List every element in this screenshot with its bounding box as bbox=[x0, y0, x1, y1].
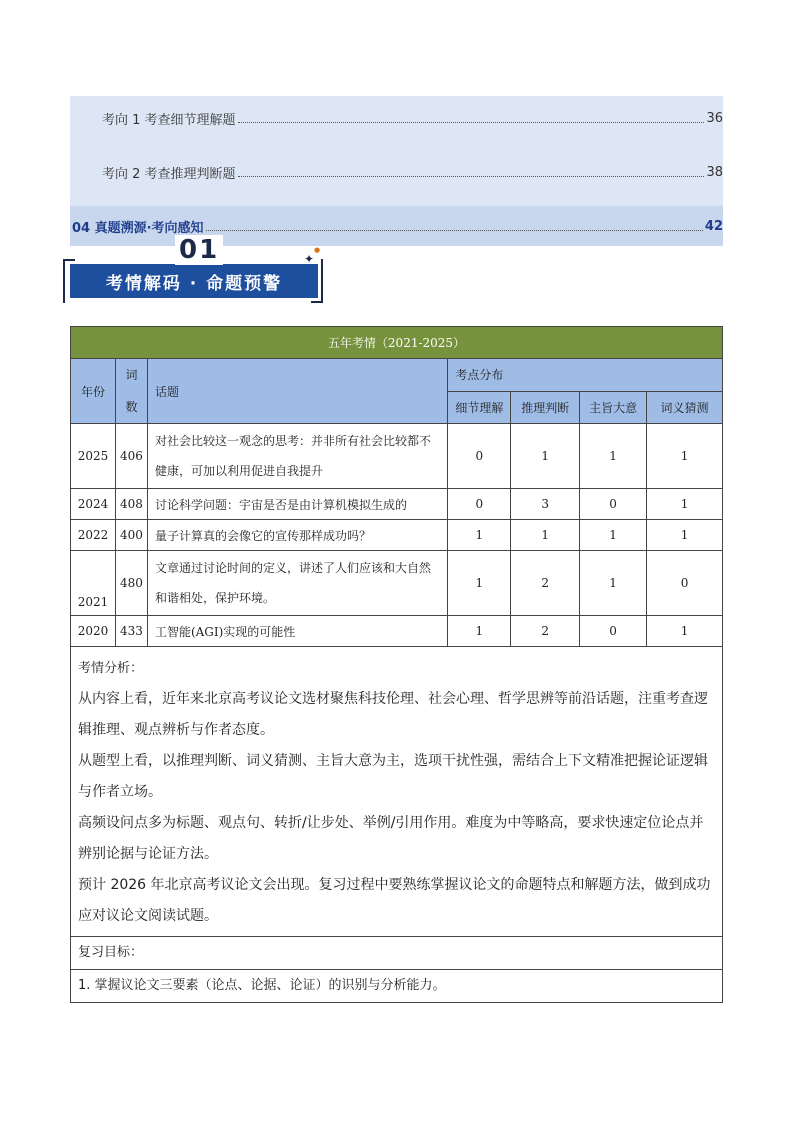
analysis-paragraph: 从内容上看，近年来北京高考议论文选材聚焦科技伦理、社会心理、哲学思辨等前沿话题，注重考查逻辑推理、观点辨析与作者态度。 bbox=[78, 691, 708, 738]
cell-inference: 2 bbox=[511, 616, 580, 647]
section-banner-number: 01 bbox=[175, 235, 223, 265]
toc-section-page: 42 bbox=[704, 218, 723, 234]
toc-leader-dots bbox=[238, 176, 705, 177]
cell-topic: 文章通过讨论时间的定义，讲述了人们应该和大自然和谐相处，保护环境。 bbox=[147, 551, 447, 616]
cell-words: 433 bbox=[115, 616, 147, 647]
section-banner-title: 考情解码 · 命题预警 bbox=[70, 264, 318, 298]
cell-topic: 工智能(AGI)实现的可能性 bbox=[147, 616, 447, 647]
cell-inference: 1 bbox=[511, 520, 580, 551]
cell-words: 480 bbox=[115, 551, 147, 616]
review-goal-item: 1. 掌握议论文三要素（论点、论据、论证）的识别与分析能力。 bbox=[71, 970, 723, 1003]
cell-year: 2025 bbox=[71, 424, 116, 489]
cell-year: 2024 bbox=[71, 489, 116, 520]
header-words-text: 词数 bbox=[125, 368, 138, 414]
toc-section-04[interactable] bbox=[70, 206, 723, 246]
cell-word-meaning: 1 bbox=[647, 489, 723, 520]
header-distribution: 考点分布 bbox=[448, 359, 723, 392]
cell-main-idea: 1 bbox=[580, 424, 647, 489]
cell-inference: 3 bbox=[511, 489, 580, 520]
table-row bbox=[71, 551, 723, 616]
analysis-paragraph: 预计 2026 年北京高考议论文会出现。复习过程中要熟练掌握议论文的命题特点和解题方法，做到成功应对议论文阅读试题。 bbox=[78, 877, 711, 924]
header-words bbox=[115, 359, 147, 424]
toc-item-page: 38 bbox=[706, 164, 723, 180]
cell-word-meaning: 1 bbox=[647, 520, 723, 551]
cell-word-meaning: 0 bbox=[647, 551, 723, 616]
header-word-meaning: 词义猜测 bbox=[647, 391, 723, 424]
toc-section-label: 04 真题溯源·考向感知 bbox=[72, 220, 204, 236]
sparkle-icon: ✦ bbox=[304, 252, 315, 266]
header-year: 年份 bbox=[71, 359, 116, 424]
cell-inference: 2 bbox=[511, 551, 580, 616]
sparkle-dot-icon: ● bbox=[314, 246, 321, 254]
toc-leader-dots bbox=[238, 122, 705, 123]
cell-main-idea: 0 bbox=[580, 489, 647, 520]
table-row bbox=[71, 489, 723, 520]
analysis-paragraph: 从题型上看，以推理判断、词义猜测、主旨大意为主，选项干扰性强，需结合上下文精准把握论证逻辑与作者立场。 bbox=[78, 753, 708, 800]
cell-detail: 1 bbox=[448, 520, 511, 551]
table-row bbox=[71, 616, 723, 647]
cell-main-idea: 1 bbox=[580, 551, 647, 616]
toc-item-page: 36 bbox=[706, 110, 723, 126]
table-row bbox=[71, 424, 723, 489]
cell-year: 2021 bbox=[71, 551, 116, 616]
header-inference: 推理判断 bbox=[511, 391, 580, 424]
header-main-idea: 主旨大意 bbox=[580, 391, 647, 424]
header-topic: 话题 bbox=[147, 359, 447, 424]
cell-inference: 1 bbox=[511, 424, 580, 489]
toc-item-1[interactable] bbox=[70, 108, 723, 128]
toc-item-label: 考向 1 考查细节理解题 bbox=[102, 112, 236, 128]
analysis-title: 考情分析： bbox=[78, 661, 144, 676]
header-detail: 细节理解 bbox=[448, 391, 511, 424]
cell-word-meaning: 1 bbox=[647, 424, 723, 489]
cell-topic: 讨论科学问题：宇宙是否是由计算机模拟生成的 bbox=[147, 489, 447, 520]
table-row bbox=[71, 520, 723, 551]
cell-main-idea: 0 bbox=[580, 616, 647, 647]
cell-detail: 0 bbox=[448, 489, 511, 520]
cell-topic: 量子计算真的会像它的宣传那样成功吗？ bbox=[147, 520, 447, 551]
review-goals-title: 复习目标： bbox=[71, 937, 723, 970]
cell-year: 2022 bbox=[71, 520, 116, 551]
toc-item-label: 考向 2 考查推理判断题 bbox=[102, 166, 236, 182]
analysis-section bbox=[71, 647, 723, 937]
cell-words: 400 bbox=[115, 520, 147, 551]
exam-analysis-table bbox=[70, 326, 723, 1003]
cell-topic: 对社会比较这一观念的思考：并非所有社会比较都不健康，可加以利用促进自我提升 bbox=[147, 424, 447, 489]
cell-detail: 0 bbox=[448, 424, 511, 489]
cell-word-meaning: 1 bbox=[647, 616, 723, 647]
cell-detail: 1 bbox=[448, 616, 511, 647]
cell-year: 2020 bbox=[71, 616, 116, 647]
cell-main-idea: 1 bbox=[580, 520, 647, 551]
cell-words: 408 bbox=[115, 489, 147, 520]
cell-detail: 1 bbox=[448, 551, 511, 616]
cell-words: 406 bbox=[115, 424, 147, 489]
toc-leader-dots bbox=[206, 230, 703, 231]
toc-item-2[interactable] bbox=[70, 162, 723, 182]
table-caption: 五年考情（2021-2025） bbox=[71, 327, 723, 359]
analysis-paragraph: 高频设问点多为标题、观点句、转折/让步处、举例/引用作用。难度为中等略高，要求快速定位论点并辨别论据与论证方法。 bbox=[78, 815, 704, 862]
